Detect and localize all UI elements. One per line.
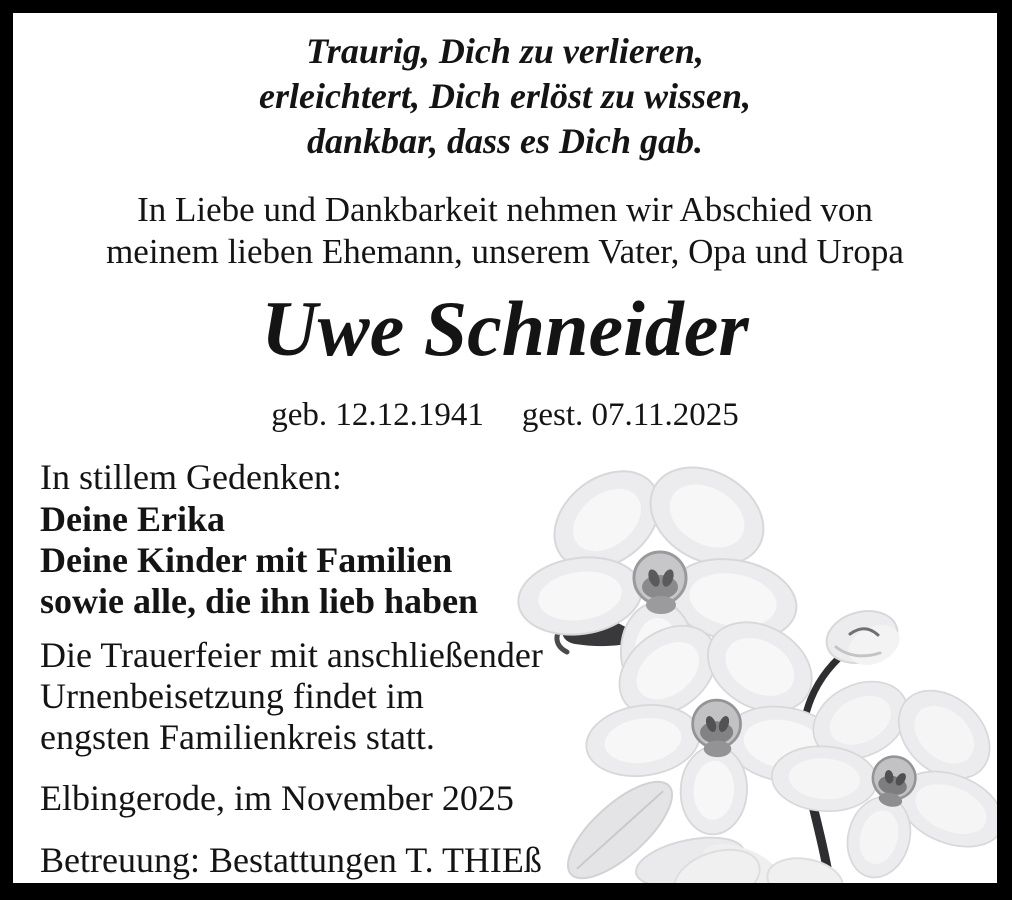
life-dates bbox=[13, 395, 997, 435]
orchid-flowers-image bbox=[505, 432, 997, 883]
funeral-home-line: Betreuung: Bestattungen T. THIEß bbox=[40, 840, 542, 880]
remembrance-heading: In stillem Gedenken: bbox=[40, 457, 342, 497]
obituary-card bbox=[13, 13, 997, 883]
service-info bbox=[40, 635, 543, 758]
epigraph-verse bbox=[13, 29, 997, 164]
service-info-line: Die Trauerfeier mit anschließender bbox=[40, 635, 543, 675]
epigraph-line: Traurig, Dich zu verlieren, bbox=[306, 31, 704, 71]
deceased-name: Uwe Schneider bbox=[261, 285, 749, 372]
epigraph-line: dankbar, dass es Dich gab. bbox=[306, 121, 704, 161]
birth-date: geb. 12.12.1941 bbox=[271, 397, 484, 433]
farewell-intro-line: meinem lieben Ehemann, unserem Vater, Opa und Uropa bbox=[106, 232, 904, 271]
mourner-line: sowie alle, die ihn lieb haben bbox=[40, 581, 479, 621]
service-info-line: Urnenbeisetzung findet im bbox=[40, 676, 424, 716]
epigraph-line: erleichtert, Dich erlöst zu wissen, bbox=[258, 76, 752, 116]
farewell-intro bbox=[13, 189, 997, 273]
place-date-line: Elbingerode, im November 2025 bbox=[40, 778, 514, 818]
mourner-line: Deine Erika bbox=[40, 499, 225, 539]
farewell-intro-line: In Liebe und Dankbarkeit nehmen wir Abschied von bbox=[137, 190, 873, 229]
death-date: gest. 07.11.2025 bbox=[521, 397, 739, 433]
service-info-line: engsten Familienkreis statt. bbox=[40, 717, 435, 757]
mourner-line: Deine Kinder mit Familien bbox=[40, 540, 453, 580]
mourners-list bbox=[40, 499, 478, 622]
